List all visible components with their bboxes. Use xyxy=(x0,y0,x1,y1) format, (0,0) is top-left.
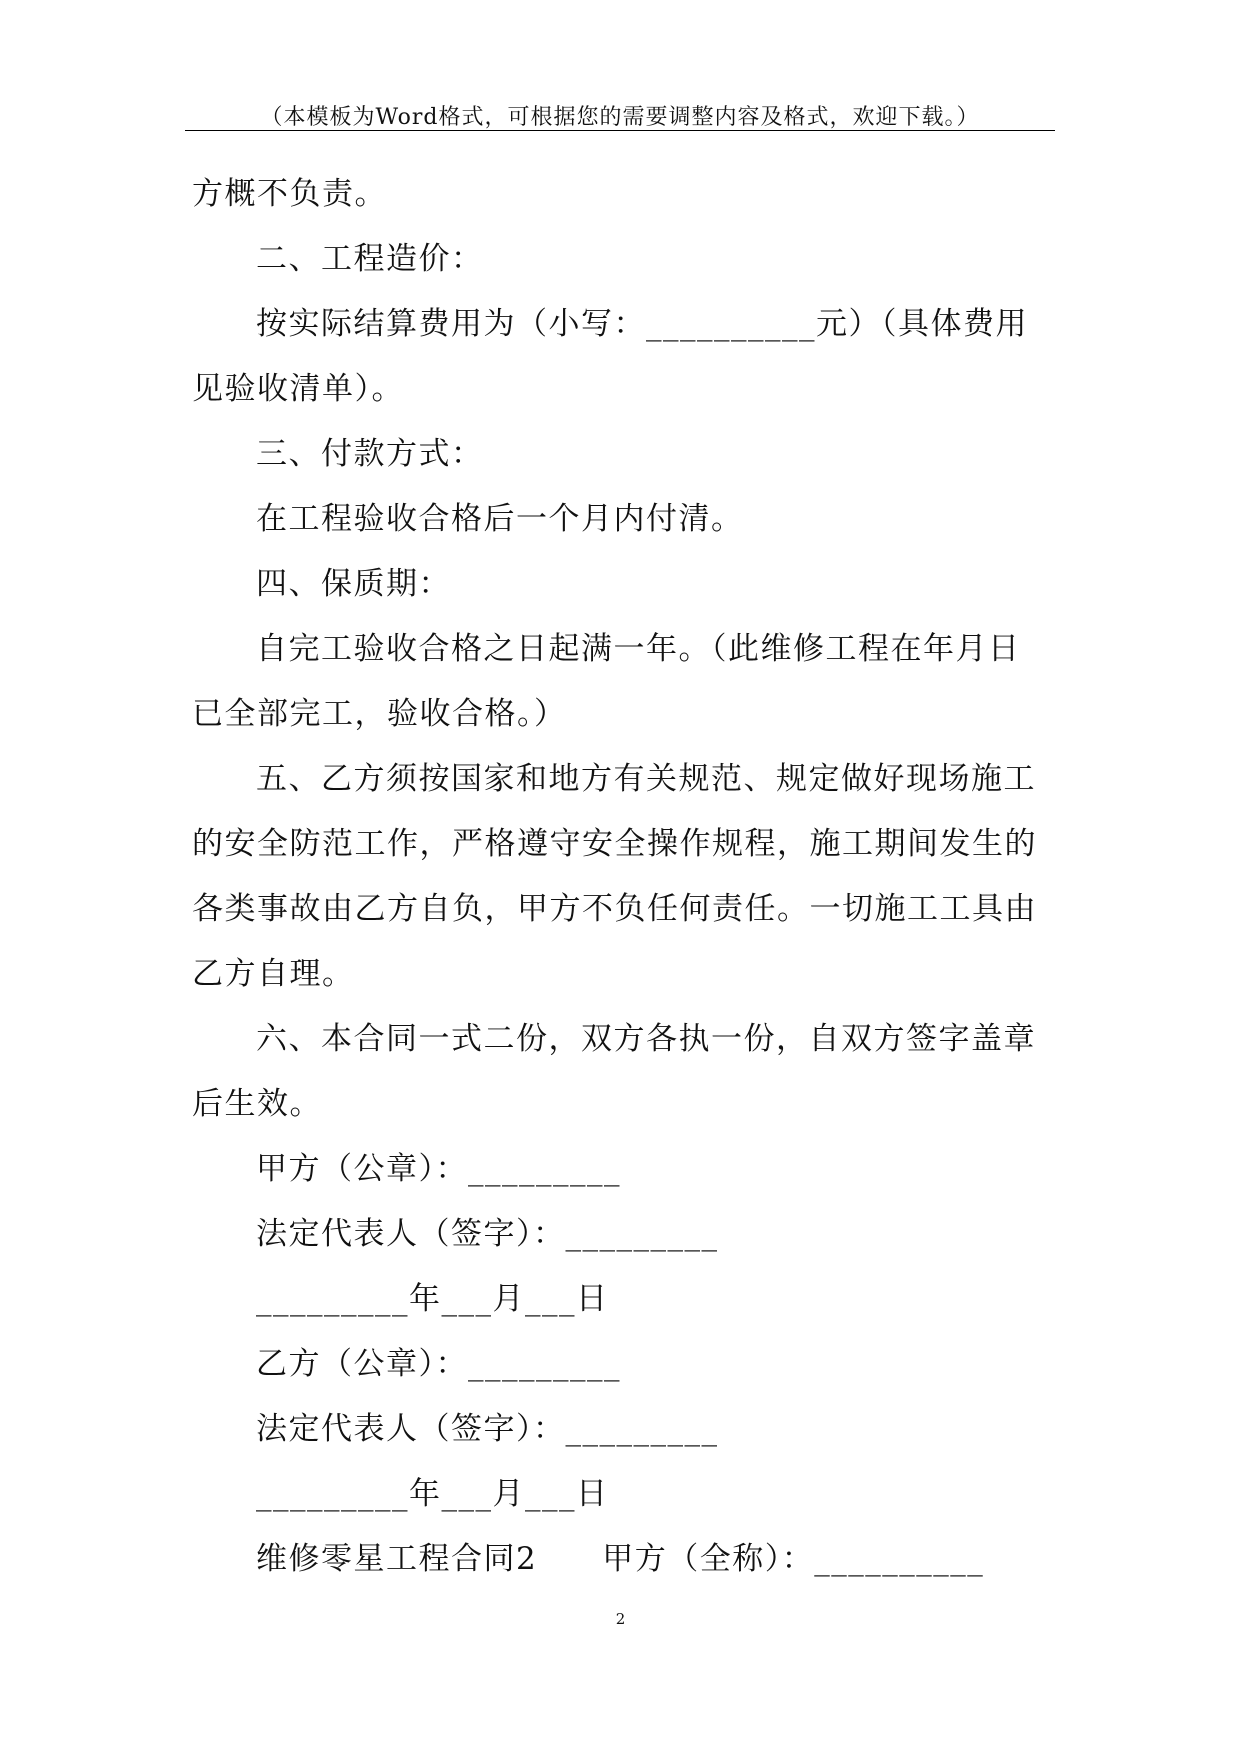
section-heading-payment: 三、付款方式： xyxy=(256,436,484,472)
text-line: 的安全防范工作，严格遵守安全操作规程，施工期间发生的 xyxy=(192,826,1037,862)
section-heading-warranty: 四、保质期： xyxy=(256,566,451,602)
signature-party-a-representative: 法定代表人（签字）：_________ xyxy=(256,1216,719,1252)
text-line: 后生效。 xyxy=(192,1086,322,1122)
signature-party-b-seal: 乙方（公章）：_________ xyxy=(256,1346,621,1382)
text-line: 各类事故由乙方自负，甲方不负任何责任。一切施工工具由 xyxy=(192,891,1037,927)
text-line: 在工程验收合格后一个月内付清。 xyxy=(256,501,744,537)
text-line: 五、乙方须按国家和地方有关规范、规定做好现场施工 xyxy=(256,761,1036,797)
header-divider xyxy=(185,130,1055,131)
text-line: 按实际结算费用为（小写：__________元）（具体费用 xyxy=(256,306,1028,342)
document-body xyxy=(192,162,1057,1592)
text-line: 六、本合同一式二份，双方各执一份，自双方签字盖章 xyxy=(256,1021,1036,1057)
signature-party-a-date: _________年___月___日 xyxy=(256,1281,609,1317)
text-line: 见验收清单）。 xyxy=(192,371,404,407)
header-note: （本模板为Word格式，可根据您的需要调整内容及格式，欢迎下载。） xyxy=(260,105,980,130)
text-line: 方概不负责。 xyxy=(192,176,387,212)
signature-party-a-seal: 甲方（公章）：_________ xyxy=(256,1151,621,1187)
next-contract-title: 维修零星工程合同2 甲方（全称）：__________ xyxy=(256,1541,985,1577)
text-line: 乙方自理。 xyxy=(192,956,355,992)
signature-party-b-date: _________年___月___日 xyxy=(256,1476,609,1512)
signature-party-b-representative: 法定代表人（签字）：_________ xyxy=(256,1411,719,1447)
page-number: 2 xyxy=(615,1610,626,1628)
text-line: 已全部完工，验收合格。） xyxy=(192,696,567,732)
section-heading-price: 二、工程造价： xyxy=(256,241,484,277)
text-line: 自完工验收合格之日起满一年。（此维修工程在年月日 xyxy=(256,631,1021,667)
